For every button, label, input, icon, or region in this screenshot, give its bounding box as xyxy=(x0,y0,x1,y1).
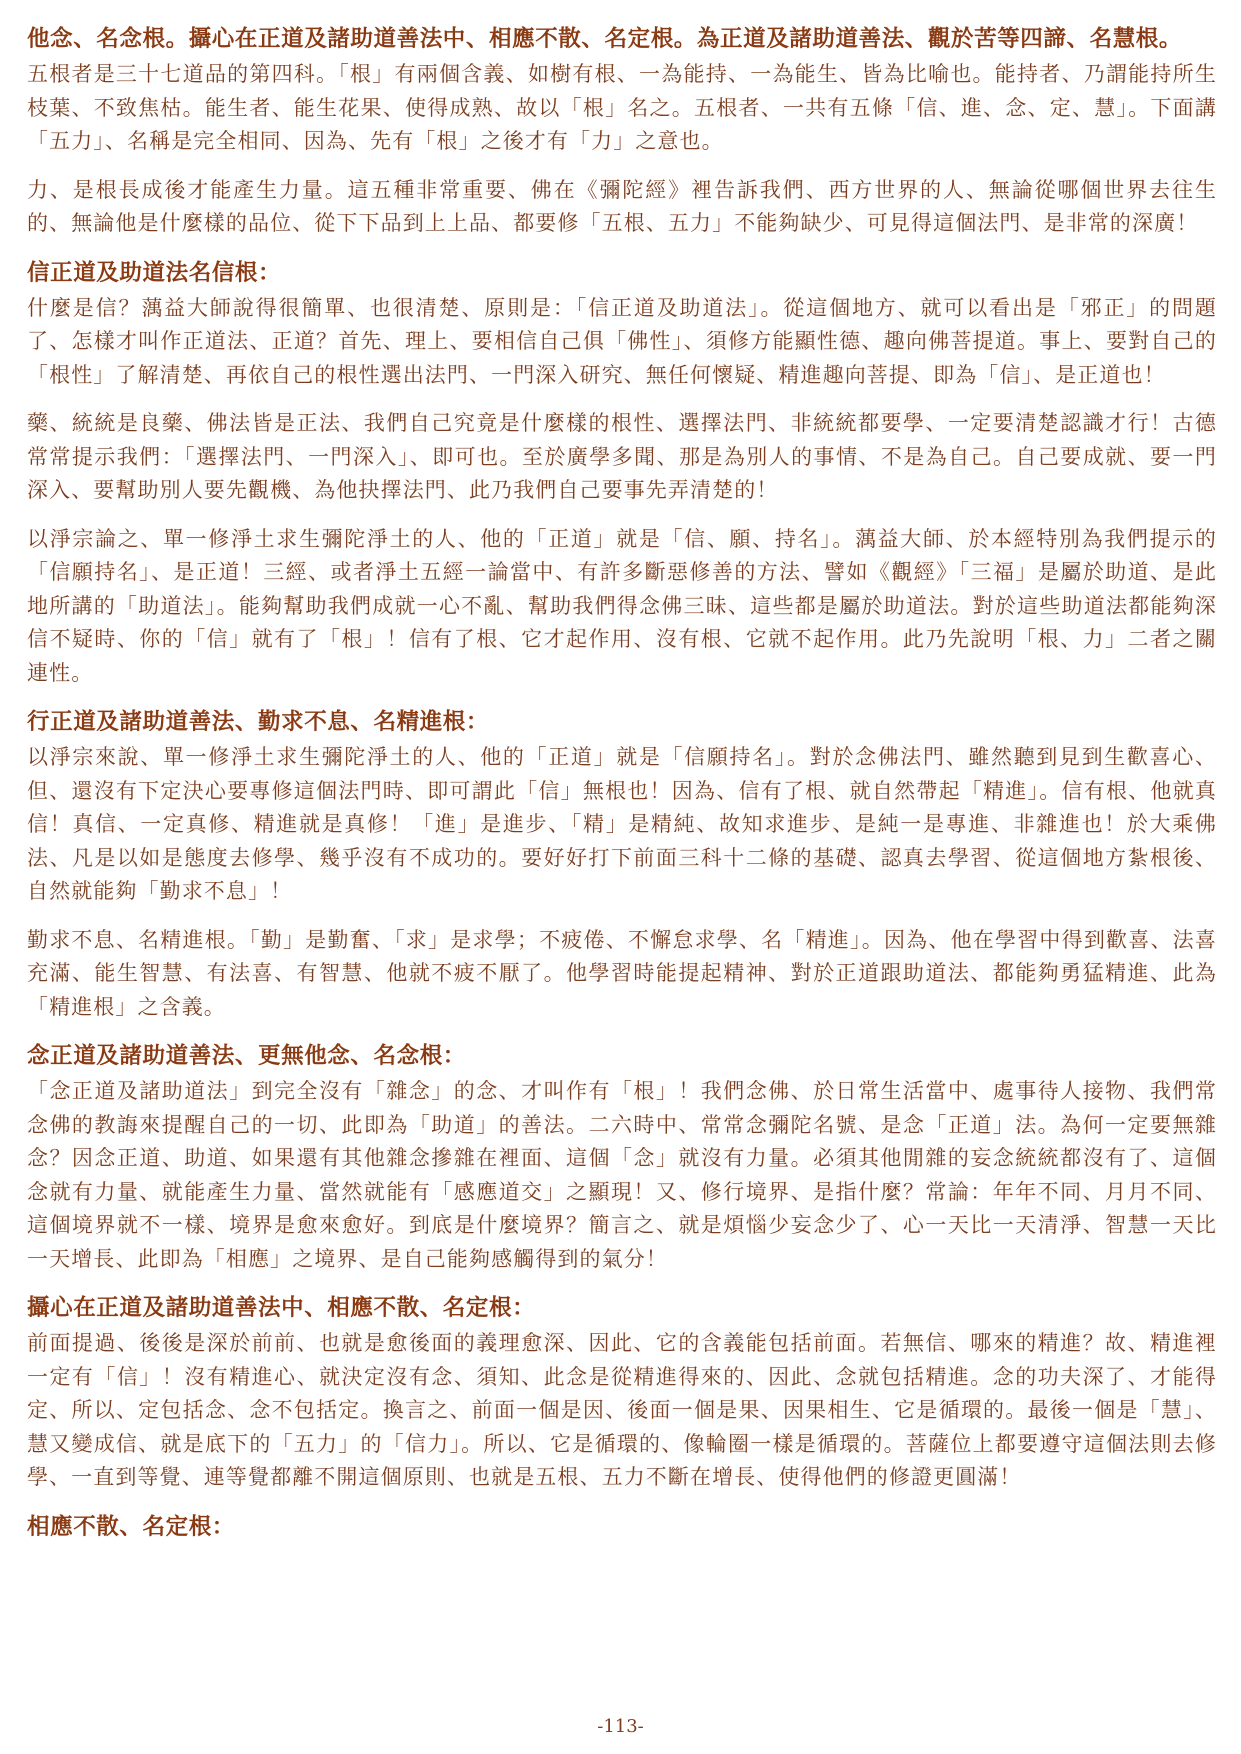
paragraph: 藥、統統是良藥、佛法皆是正法、我們自己究竟是什麼樣的根性、選擇法門、非統統都要學、一定要清楚認識才行！古德常常提示我們：「選擇法門、一門深入」、即可也。至於廣學多聞、那是為別人的事情、不是為自己。自己要成就、要一門深入、要幫助別人要先觀機、為他抉擇法門、此乃我們自己要事先弄清楚的！ xyxy=(27,411,1217,502)
section-heading-concentration-root-2: 相應不散、名定根： xyxy=(27,1513,235,1540)
section-heading-faith-root: 信正道及助道法名信根： xyxy=(27,259,282,286)
paragraph: 前面提過、後後是深於前前、也就是愈後面的義理愈深、因此、它的含義能包括前面。若無信、哪來的精進？故、精進裡一定有「信」！沒有精進心、就決定沒有念、須知、此念是從精進得來的、因此、念就包括精進。念的功夫深了、才能得定、所以、定包括念、念不包括定。換言之、前面一個是因、後面一個是果、因果相生、它是循環的。最後一個是「慧」、慧又變成信、就是底下的「五力」的「信力」。所以、它是循環的、像輪圈一樣是循環的。菩薩位上都要遵守這個法則去修學、一直到等覺、連等覺都離不開這個原則、也就是五根、五力不斷在增長、使得他們的修證更圓滿！ xyxy=(27,1331,1217,1489)
paragraph: 什麼是信？蕅益大師說得很簡單、也很清楚、原則是：「信正道及助道法」。從這個地方、就可以看出是「邪正」的問題了、怎樣才叫作正道法、正道？首先、理上、要相信自己俱「佛性」、須修方能顯性德、趣向佛菩提道。事上、要對自己的「根性」了解清楚、再依自己的根性選出法門、一門深入研究、無任何懷疑、精進趣向菩提、即為「信」、是正道也！ xyxy=(27,295,1217,387)
paragraph: 以淨宗論之、單一修淨土求生彌陀淨土的人、他的「正道」就是「信、願、持名」。蕅益大師、於本經特別為我們提示的「信願持名」、是正道！三經、或者淨土五經一論當中、有許多斷惡修善的方法、譬如《觀經》「三福」是屬於助道、是此地所講的「助道法」。能夠幫助我們成就一心不亂、幫助我們得念佛三昧、這些都是屬於助道法。對於這些助道法都能夠深信不疑時、你的「信」就有了「根」！信有了根、它才起作用、沒有根、它就不起作用。此乃先說明「根、力」二者之關連性。 xyxy=(27,526,1217,685)
document-page xyxy=(27,22,1217,1546)
paragraph: 「念正道及諸助道法」到完全沒有「雜念」的念、才叫作有「根」！我們念佛、於日常生活當中、處事待人接物、我們常念佛的教誨來提醒自己的一切、此即為「助道」的善法。二六時中、常常念彌陀名號、是念「正道」法。為何一定要無雜念？因念正道、助道、如果還有其他雜念摻雜在裡面、這個「念」就沒有力量。必須其他閒雜的妄念統統都沒有了、這個念就有力量、就能產生力量、當然就能有「感應道交」之顯現！又、修行境界、是指什麼？常論：年年不同、月月不同、這個境界就不一樣、境界是愈來愈好。到底是什麼境界？簡言之、就是煩惱少妄念少了、心一天比一天清淨、智慧一天比一天增長、此即為「相應」之境界、是自己能夠感觸得到的氣分！ xyxy=(27,1079,1217,1271)
paragraph: 五根者是三十七道品的第四科。「根」有兩個含義、如樹有根、一為能持、一為能生、皆為比喻也。能持者、乃謂能持所生枝葉、不致焦枯。能生者、能生花果、使得成熟、故以「根」名之。五根者、一共有五條「信、進、念、定、慧」。下面講「五力」、名稱是完全相同、因為、先有「根」之後才有「力」之意也。 xyxy=(27,62,1217,153)
paragraph: 勤求不息、名精進根。「勤」是勤奮、「求」是求學；不疲倦、不懈怠求學、名「精進」。因為、他在學習中得到歡喜、法喜充滿、能生智慧、有法喜、有智慧、他就不疲不厭了。他學習時能提起精神、對於正道跟助道法、都能夠勇猛精進、此為「精進根」之含義。 xyxy=(27,927,1217,1019)
page-number: -113- xyxy=(597,1716,644,1737)
intro-heading: 他念、名念根。攝心在正道及諸助道善法中、相應不散、名定根。為正道及諸助道善法、觀於苦等四諦、名慧根。 xyxy=(27,26,1183,52)
paragraph: 力、是根長成後才能產生力量。這五種非常重要、佛在《彌陀經》裡告訴我們、西方世界的人、無論從哪個世界去往生的、無論他是什麼樣的品位、從下下品到上上品、都要修「五根、五力」不能夠缺少、可見得這個法門、是非常的深廣！ xyxy=(27,177,1217,235)
paragraph: 以淨宗來說、單一修淨土求生彌陀淨土的人、他的「正道」就是「信願持名」。對於念佛法門、雖然聽到見到生歡喜心、但、還沒有下定決心要專修這個法門時、即可謂此「信」無根也！因為、信有了根、就自然帶起「精進」。信有根、他就真信！真信、一定真修、精進就是真修！「進」是進步、「精」是精純、故知求進步、是純一是專進、非雜進也！於大乘佛法、凡是以如是態度去修學、幾乎沒有不成功的。要好好打下前面三科十二條的基礎、認真去學習、從這個地方紮根後、自然就能夠「勤求不息」！ xyxy=(27,745,1217,903)
section-heading-mindfulness-root: 念正道及諸助道善法、更無他念、名念根： xyxy=(27,1043,466,1069)
section-heading-diligence-root: 行正道及諸助道善法、勤求不息、名精進根： xyxy=(27,709,490,735)
section-heading-concentration-root: 攝心在正道及諸助道善法中、相應不散、名定根： xyxy=(27,1295,536,1321)
